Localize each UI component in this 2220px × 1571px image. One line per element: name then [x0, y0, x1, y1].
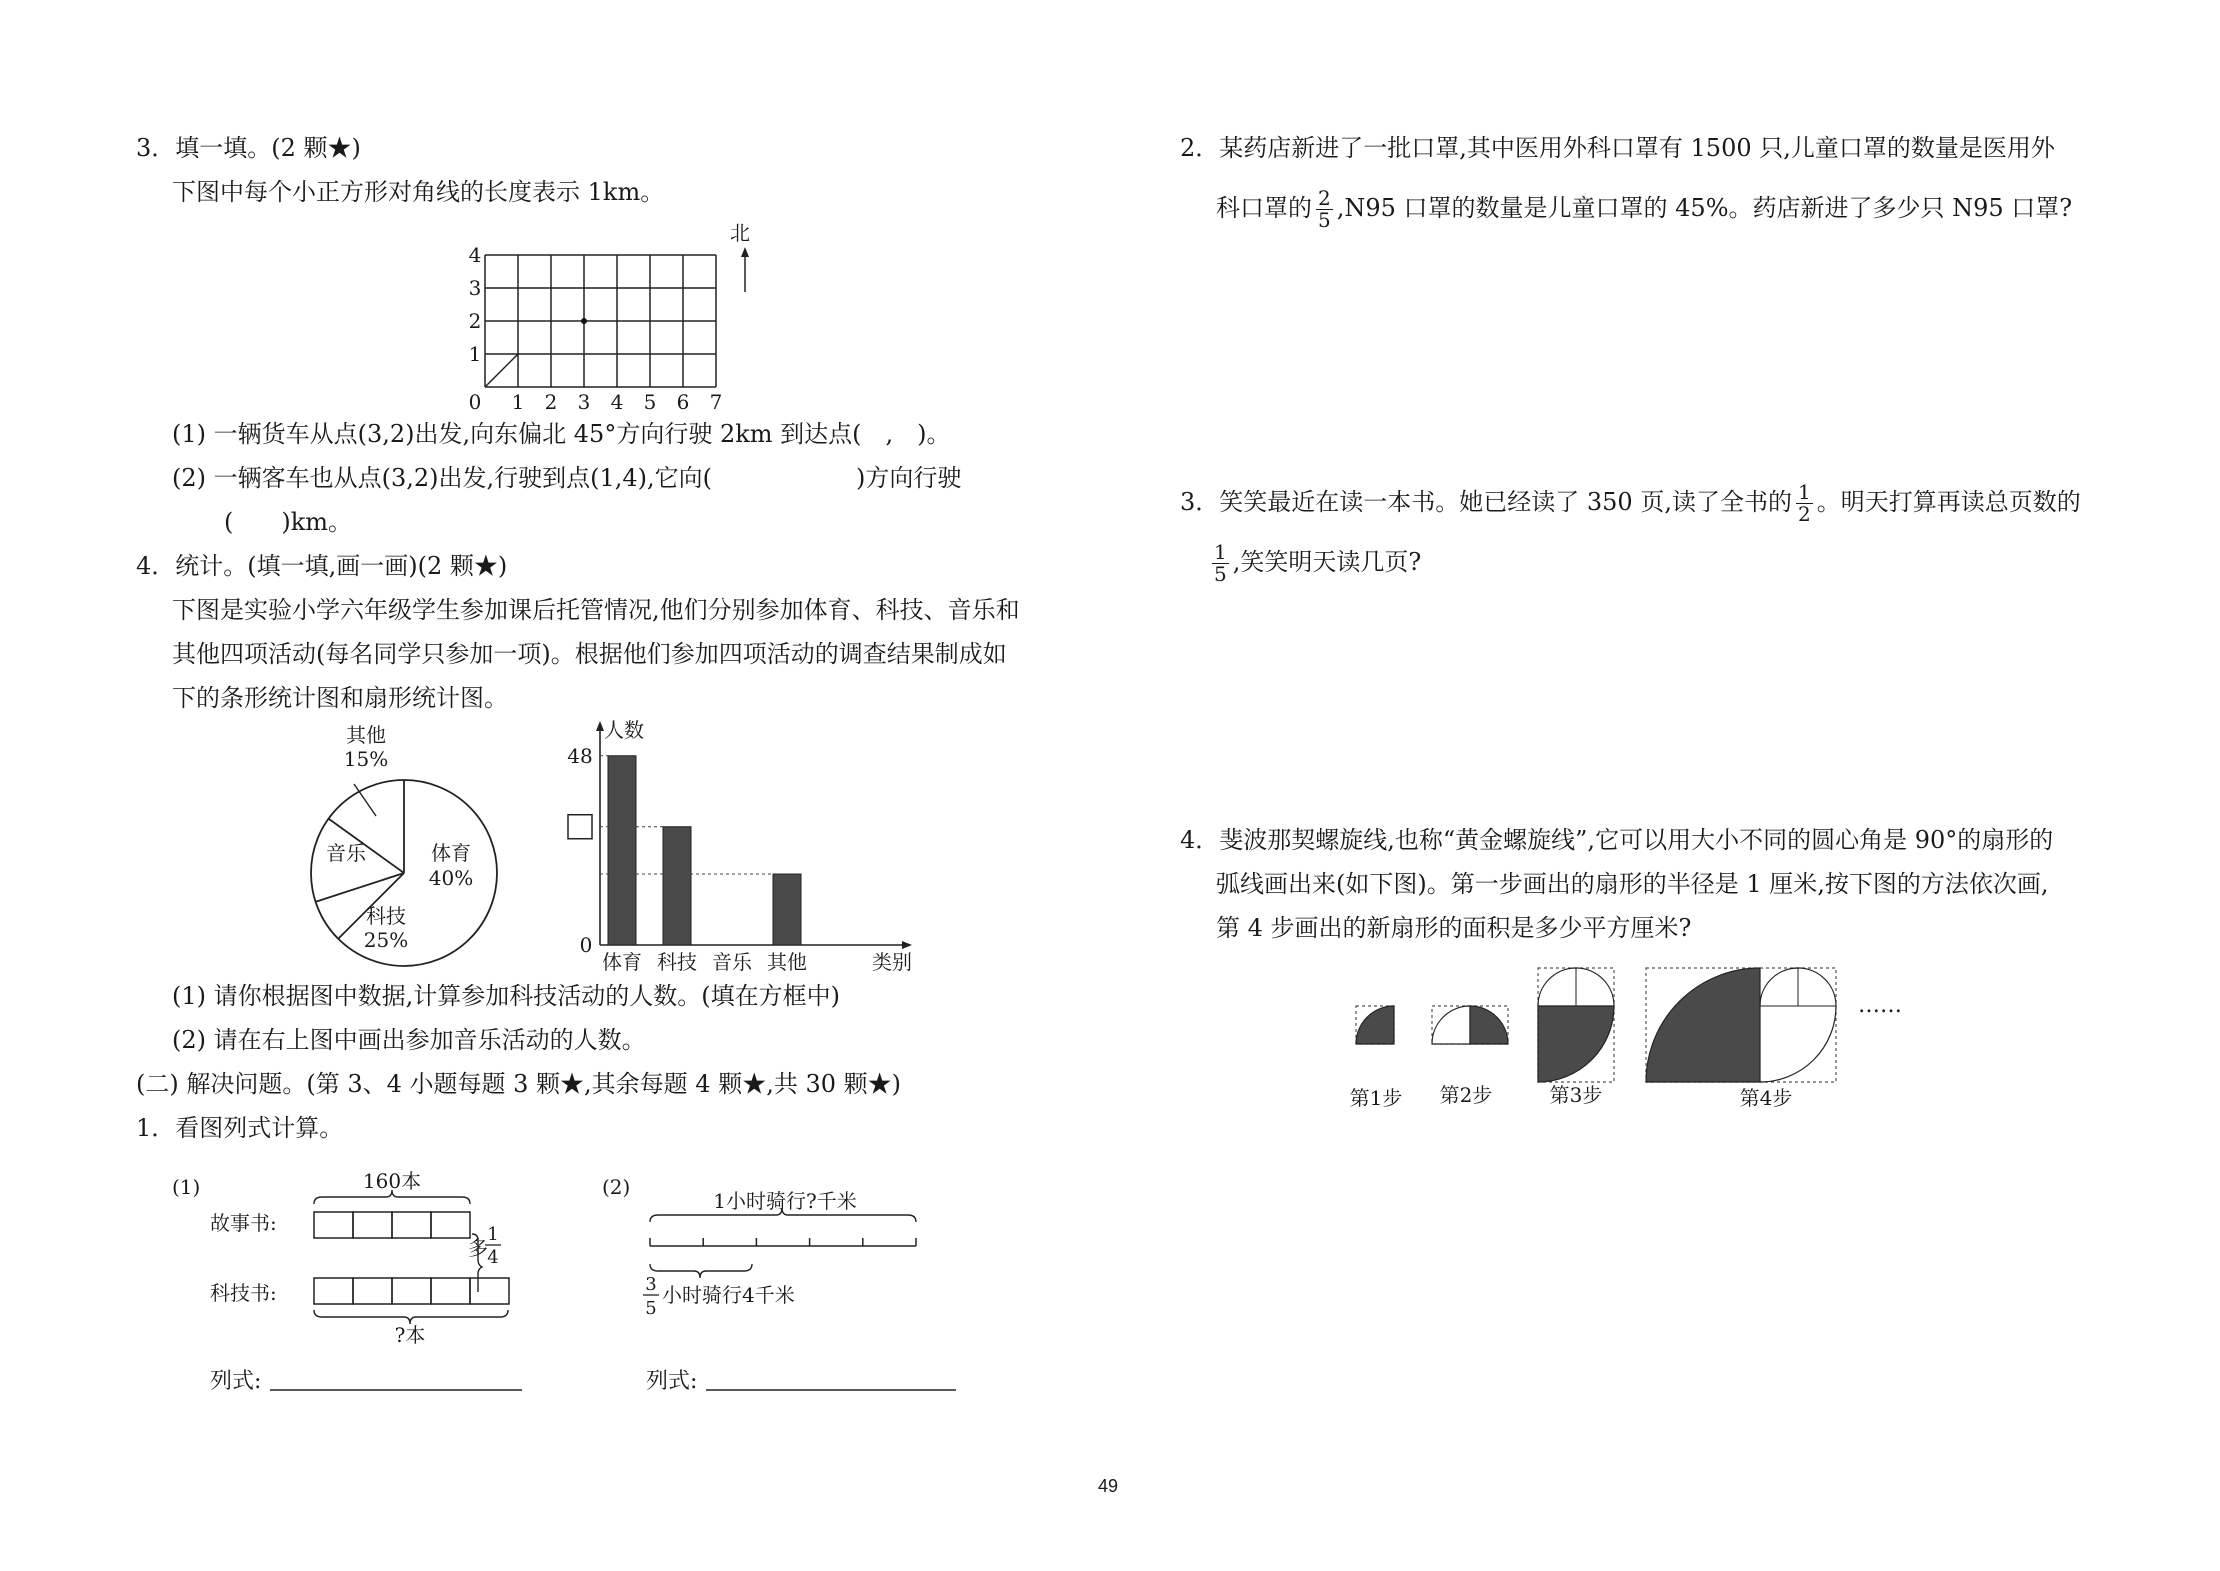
q4-desc3: 下的条形统计图和扇形统计图。 — [172, 684, 508, 712]
category-label: 体育 — [602, 950, 642, 974]
category-label: 其他 — [767, 950, 807, 974]
diagram1-number: (1) — [172, 1175, 201, 1199]
grid-y-label: 2 — [468, 309, 482, 333]
grid-y-label: 4 — [468, 243, 482, 267]
pie-label-music: 音乐 — [326, 841, 366, 865]
p4-line2: 弧线画出来(如下图)。第一步画出的扇形的半径是 1 厘米,按下图的方法依次画, — [1216, 870, 2049, 898]
tape-diagram-cycling — [590, 1160, 980, 1400]
q4-sub2: (2) 请在右上图中画出参加音乐活动的人数。 — [172, 1026, 646, 1054]
cycling-top-label: 1小时骑行?千米 — [713, 1189, 857, 1213]
zero-tick: 0 — [579, 933, 593, 957]
p3-fraction-1: $\frac{1}{2}$ — [1797, 480, 1811, 526]
p2-line2 — [1216, 188, 2072, 231]
story-box — [353, 1212, 392, 1238]
q4-desc2: 其他四项活动(每名同学只参加一项)。根据他们参加四项活动的调查结果制成如 — [172, 640, 1007, 668]
diagram2-number: (2) — [602, 1175, 631, 1199]
section-2-header: (二) 解决问题。(第 3、4 小题每题 3 颗★,其余每题 4 颗★,共 30 颗★) — [136, 1070, 901, 1098]
p2-line2-post: ,N95 口罩的数量是儿童口罩的 45%。药店新进了多少只 N95 口罩? — [1336, 194, 2073, 222]
more-frac-num: 1 — [487, 1224, 499, 1245]
p1-header: 1．看图列式计算。 — [136, 1114, 344, 1142]
cycling-frac-den: 5 — [645, 1298, 657, 1319]
bar-0 — [608, 756, 636, 945]
tech-box — [470, 1278, 509, 1304]
p4-line3: 第 4 步画出的新扇形的面积是多少平方厘米? — [1216, 914, 1692, 942]
y-tick-label: 48 — [567, 743, 593, 768]
north-arrow-icon — [741, 247, 749, 292]
tech-box — [314, 1278, 353, 1304]
pie-pct-tech: 25% — [363, 928, 409, 952]
tech-book-label: 科技书: — [210, 1281, 277, 1305]
p2-fraction: $\frac{2}{5}$ — [1318, 186, 1331, 232]
pie-pct-other: 15% — [343, 747, 389, 771]
step-label-3: 第3步 — [1549, 1083, 1603, 1107]
q3-sub1: (1) 一辆货车从点(3,2)出发,向东偏北 45°方向行驶 2km 到达点( , )。 — [172, 420, 951, 448]
story-book-label: 故事书: — [210, 1211, 277, 1235]
p3-line1 — [1180, 482, 2081, 525]
tech-box — [392, 1278, 431, 1304]
category-label: 音乐 — [712, 950, 752, 974]
top-brace — [314, 1190, 470, 1204]
y-axis-arrow-icon — [596, 721, 604, 731]
bar-3 — [773, 874, 801, 945]
story-box — [392, 1212, 431, 1238]
grid-y-label: 1 — [468, 342, 482, 366]
grid-x-label: 1 — [511, 390, 525, 414]
pie-label-tech: 科技 — [366, 904, 406, 928]
grid-x-label: 4 — [610, 390, 624, 414]
spiral-step-3 — [1538, 968, 1614, 1082]
fibonacci-spiral-figure — [1340, 950, 1900, 1130]
spiral-step-1 — [1356, 1006, 1394, 1044]
q3-sub2-a: (2) 一辆客车也从点(3,2)出发,行驶到点(1,4),它向( )方向行驶 — [172, 464, 962, 492]
bar-1 — [663, 827, 691, 945]
step-label-4: 第4步 — [1739, 1086, 1793, 1110]
q4-header: 4．统计。(填一填,画一画)(2 颗★) — [136, 552, 508, 580]
cycling-frac-num: 3 — [645, 1274, 657, 1295]
y-axis-title: 人数 — [604, 718, 644, 742]
formula-label-1: 列式: — [210, 1369, 262, 1394]
pie-pct-sport: 40% — [428, 866, 474, 890]
story-box — [314, 1212, 353, 1238]
step-label-2: 第2步 — [1439, 1083, 1493, 1107]
diagonal-segment — [485, 354, 518, 387]
q4-sub1: (1) 请你根据图中数据,计算参加科技活动的人数。(填在方框中) — [172, 982, 840, 1010]
grid-point — [581, 318, 587, 324]
tech-answer-box[interactable] — [568, 815, 592, 839]
spiral-step-4 — [1646, 968, 1836, 1082]
q3-sub2-b: ( )km。 — [224, 508, 353, 536]
formula-label-2: 列式: — [646, 1369, 698, 1394]
pie-label-sport: 体育 — [431, 841, 471, 865]
spiral-step-2 — [1432, 1006, 1508, 1044]
q4-desc1: 下图是实验小学六年级学生参加课后托管情况,他们分别参加体育、科技、音乐和 — [172, 596, 1020, 624]
p3-line1-post: 。明天打算再读总页数的 — [1816, 488, 2081, 516]
bar-chart — [560, 715, 930, 975]
cycling-bottom-brace — [650, 1264, 752, 1278]
x-axis-title: 类别 — [872, 950, 912, 974]
p3-line2-text: ,笑笑明天读几页? — [1232, 548, 1422, 576]
p2-line2-pre: 科口罩的 — [1216, 194, 1312, 222]
p4-line1: 4．斐波那契螺旋线,也称“黄金螺旋线”,它可以用大小不同的圆心角是 90°的扇形的 — [1180, 826, 2054, 854]
x-axis-arrow-icon — [902, 941, 912, 949]
pie-label-other: 其他 — [346, 723, 386, 747]
grid-x-label: 0 — [468, 390, 482, 414]
p3-line1-pre: 3．笑笑最近在读一本书。她已经读了 350 页,读了全书的 — [1180, 488, 1792, 516]
question-label: ?本 — [394, 1323, 426, 1347]
pie-chart — [300, 725, 510, 975]
q3-header: 3．填一填。(2 颗★) — [136, 134, 361, 162]
tech-box — [431, 1278, 470, 1304]
more-frac-den: 4 — [487, 1247, 499, 1268]
p2-line1: 2．某药店新进了一批口罩,其中医用外科口罩有 1500 只,儿童口罩的数量是医用外 — [1180, 134, 2055, 162]
page-number: 49 — [1098, 1476, 1119, 1496]
category-label: 科技 — [657, 950, 697, 974]
north-label: 北 — [730, 221, 750, 245]
grid-x-label: 3 — [577, 390, 591, 414]
spiral-ellipsis: …… — [1858, 993, 1902, 1018]
total-label: 160本 — [362, 1169, 422, 1193]
cycling-bottom-label: 小时骑行4千米 — [662, 1283, 795, 1307]
tech-box — [353, 1278, 392, 1304]
grid-x-label: 5 — [643, 390, 657, 414]
p3-line2 — [1208, 542, 1421, 585]
tape-diagram-books — [160, 1160, 540, 1400]
more-label: 多 — [468, 1236, 488, 1260]
step-label-1: 第1步 — [1349, 1086, 1403, 1110]
grid-x-label: 7 — [709, 390, 723, 414]
grid-x-label: 2 — [544, 390, 558, 414]
p3-fraction-2: $\frac{1}{5}$ — [1214, 540, 1227, 586]
story-box — [431, 1212, 470, 1238]
bottom-brace — [314, 1310, 508, 1324]
grid-x-label: 6 — [676, 390, 690, 414]
coordinate-grid — [470, 210, 760, 420]
q3-description: 下图中每个小正方形对角线的长度表示 1km。 — [172, 178, 665, 206]
grid-y-label: 3 — [468, 276, 482, 300]
